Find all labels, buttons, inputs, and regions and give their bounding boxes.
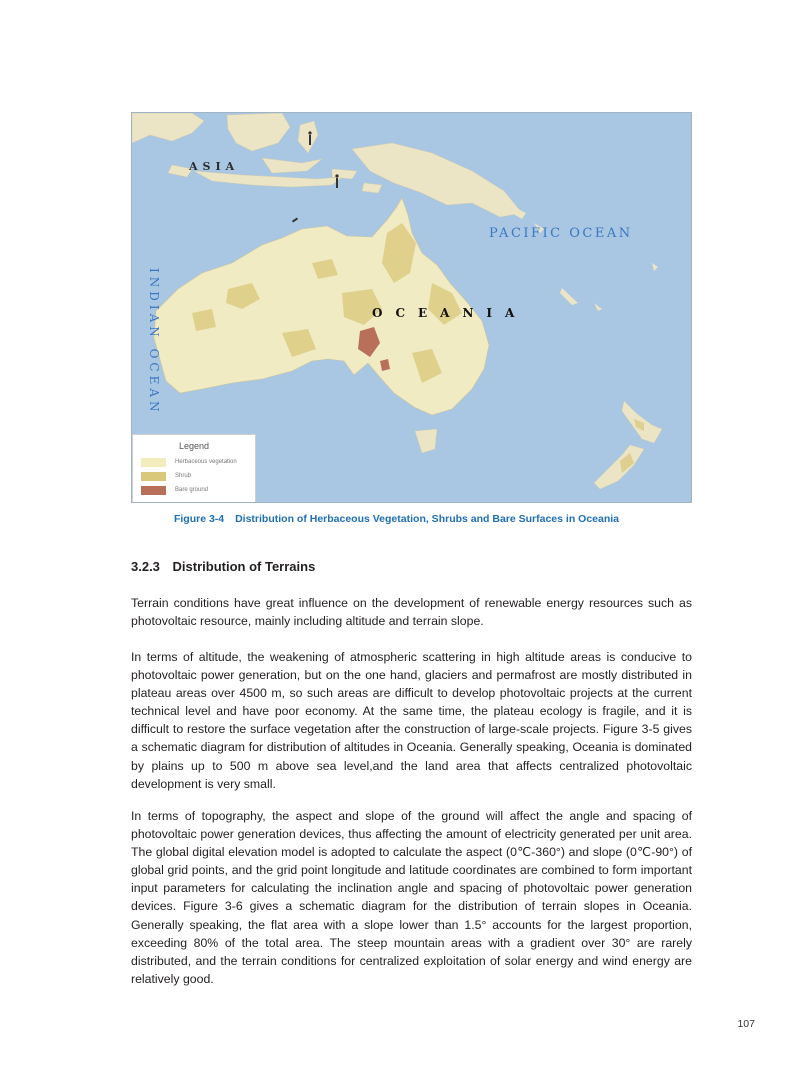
figure-number: Figure 3-4 (173, 513, 225, 525)
legend-swatch (141, 486, 166, 495)
legend-swatch (141, 472, 166, 481)
legend-title: Legend (179, 441, 210, 451)
paragraph-topography: In terms of topography, the aspect and slope of the ground will affect the angle and spacing of photovoltaic power generation devices, thus affecting the amount of electricity generated per unit area. The global digital elevation model is adopted to calculate the aspect (0℃-360°) and slope (0℃-90°) of global grid points, and the grid point longitude and latitude coordinates are combined to form important input parameters for calculating the inclination angle and spacing of photovoltaic power generation devices. Figure 3-6 gives a schematic diagram for the distribution of terrain slopes in Oceania. Generally speaking, the flat area with a slope lower than 1.5° accounts for the largest proportion, exceeding 80% of the total area. The steep mountain areas with a gradient over 30° are rarely distributed, and the terrain conditions for centralized exploitation of solar energy and wind energy are relatively good. (131, 809, 692, 986)
legend-swatch (141, 458, 166, 467)
figure-caption (0, 513, 793, 525)
oceania-label: OCEANIA (372, 306, 528, 320)
map-legend (132, 434, 256, 503)
legend-label: Bare ground (175, 487, 209, 493)
section-title: Distribution of Terrains (172, 559, 316, 574)
paragraph-terrain-intro: Terrain conditions have great influence on the development of renewable energy resources such as photovoltaic resource, mainly including altitude and terrain slope. (131, 596, 692, 629)
pacific-ocean-label: PACIFIC OCEAN (489, 226, 633, 241)
legend-item-bare-ground (141, 483, 255, 497)
legend-label: Shrub (175, 473, 192, 479)
page-number: 107 (737, 1018, 755, 1030)
paragraph-altitude: In terms of altitude, the weakening of atmospheric scattering in high altitude areas is conducive to photovoltaic power generation, but on the one hand, glaciers and permafrost are mostly distributed in plateau areas over 4500 m, so such areas are difficult to develop photovoltaic projects at the current technical level and have poor economy. At the same time, the plateau ecology is fragile, and it is difficult to restore the surface vegetation after the construction of large-scale projects. Figure 3-5 gives a schematic diagram for distribution of altitudes in Oceania. Generally speaking, Oceania is dominated by plains up to 500 m above sea level,and the land area that affects centralized photovoltaic development is very small. (131, 650, 692, 791)
asia-label: ASIA (189, 160, 240, 173)
legend-label: Herbaceous vegetation (175, 459, 237, 465)
section-heading (131, 559, 315, 574)
indian-ocean-label: INDIAN OCEAN (147, 268, 161, 416)
figure-caption-text: Distribution of Herbaceous Vegetation, Shrubs and Bare Surfaces in Oceania (235, 513, 620, 525)
section-number: 3.2.3 (131, 559, 160, 574)
legend-item-shrub (141, 469, 255, 483)
oceania-vegetation-map (131, 112, 692, 503)
legend-item-herbaceous (141, 455, 255, 469)
